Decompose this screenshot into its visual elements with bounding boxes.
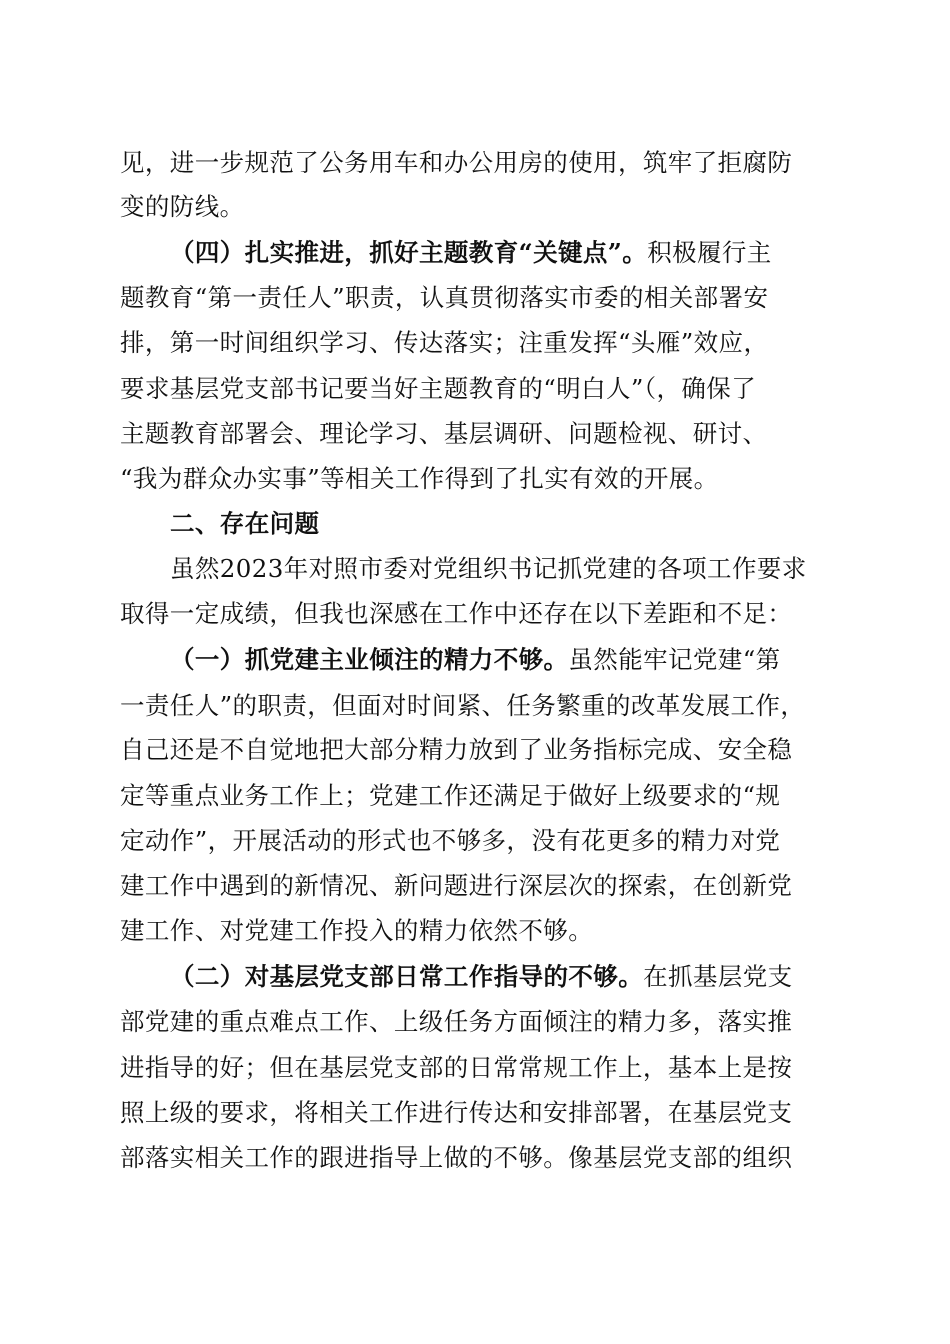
- paragraph-line: 要求基层党支部书记要当好主题教育的“明白人”（，确保了: [120, 374, 757, 403]
- paragraph-line: 题教育“第一责任人”职责，认真贯彻落实市委的相关部署安: [120, 283, 769, 312]
- paragraph-line: 建工作、对党建工作投入的精力依然不够。: [120, 916, 594, 945]
- section-four-text: 积极履行主: [647, 238, 772, 267]
- paragraph-line: 进指导的好；但在基层党支部的日常常规工作上，基本上是按: [120, 1053, 793, 1082]
- problem-two-text: 在抓基层党支: [643, 962, 793, 991]
- problem-one-text: 虽然能牢记党建“第: [568, 645, 781, 674]
- section-heading-problems: 二、存在问题: [170, 509, 320, 538]
- section-four-heading: （四）扎实推进，抓好主题教育“关键点”。: [170, 238, 648, 267]
- paragraph-line: 照上级的要求，将相关工作进行传达和安排部署，在基层党支: [120, 1098, 793, 1127]
- problem-two-heading: （二）对基层党支部日常工作指导的不够。: [170, 962, 644, 991]
- paragraph-line: 主题教育部署会、理论学习、基层调研、问题检视、研讨、: [120, 419, 768, 448]
- section-four-line: [170, 233, 950, 273]
- paragraph-line: 虽然2023年对照市委对党组织书记抓党建的各项工作要求: [170, 554, 807, 583]
- paragraph-line: “我为群众办实事”等相关工作得到了扎实有效的开展。: [120, 464, 719, 493]
- paragraph-line: 一责任人”的职责，但面对时间紧、任务繁重的改革发展工作，: [120, 691, 806, 720]
- paragraph-line: 建工作中遇到的新情况、新问题进行深层次的探索，在创新党: [120, 871, 793, 900]
- problem-one-heading: （一）抓党建主业倾注的精力不够。: [170, 645, 569, 674]
- paragraph-line: 自己还是不自觉地把大部分精力放到了业务指标完成、安全稳: [120, 735, 793, 764]
- paragraph-line: 取得一定成绩，但我也深感在工作中还存在以下差距和不足：: [120, 599, 793, 628]
- paragraph-line: 定等重点业务工作上；党建工作还满足于做好上级要求的“规: [120, 781, 781, 810]
- problem-two-line: [170, 957, 950, 997]
- paragraph-line: 见，进一步规范了公务用车和办公用房的使用，筑牢了拒腐防: [120, 148, 793, 177]
- paragraph-line: 部落实相关工作的跟进指导上做的不够。像基层党支部的组织: [120, 1143, 793, 1172]
- problem-one-line: [170, 640, 950, 680]
- paragraph-line: 变的防线。: [120, 192, 245, 221]
- paragraph-line: 排，第一时间组织学习、传达落实；注重发挥“头雁”效应，: [120, 328, 769, 357]
- paragraph-line: 定动作”，开展活动的形式也不够多，没有花更多的精力对党: [120, 826, 781, 855]
- paragraph-line: 部党建的重点难点工作、上级任务方面倾注的精力多，落实推: [120, 1007, 793, 1036]
